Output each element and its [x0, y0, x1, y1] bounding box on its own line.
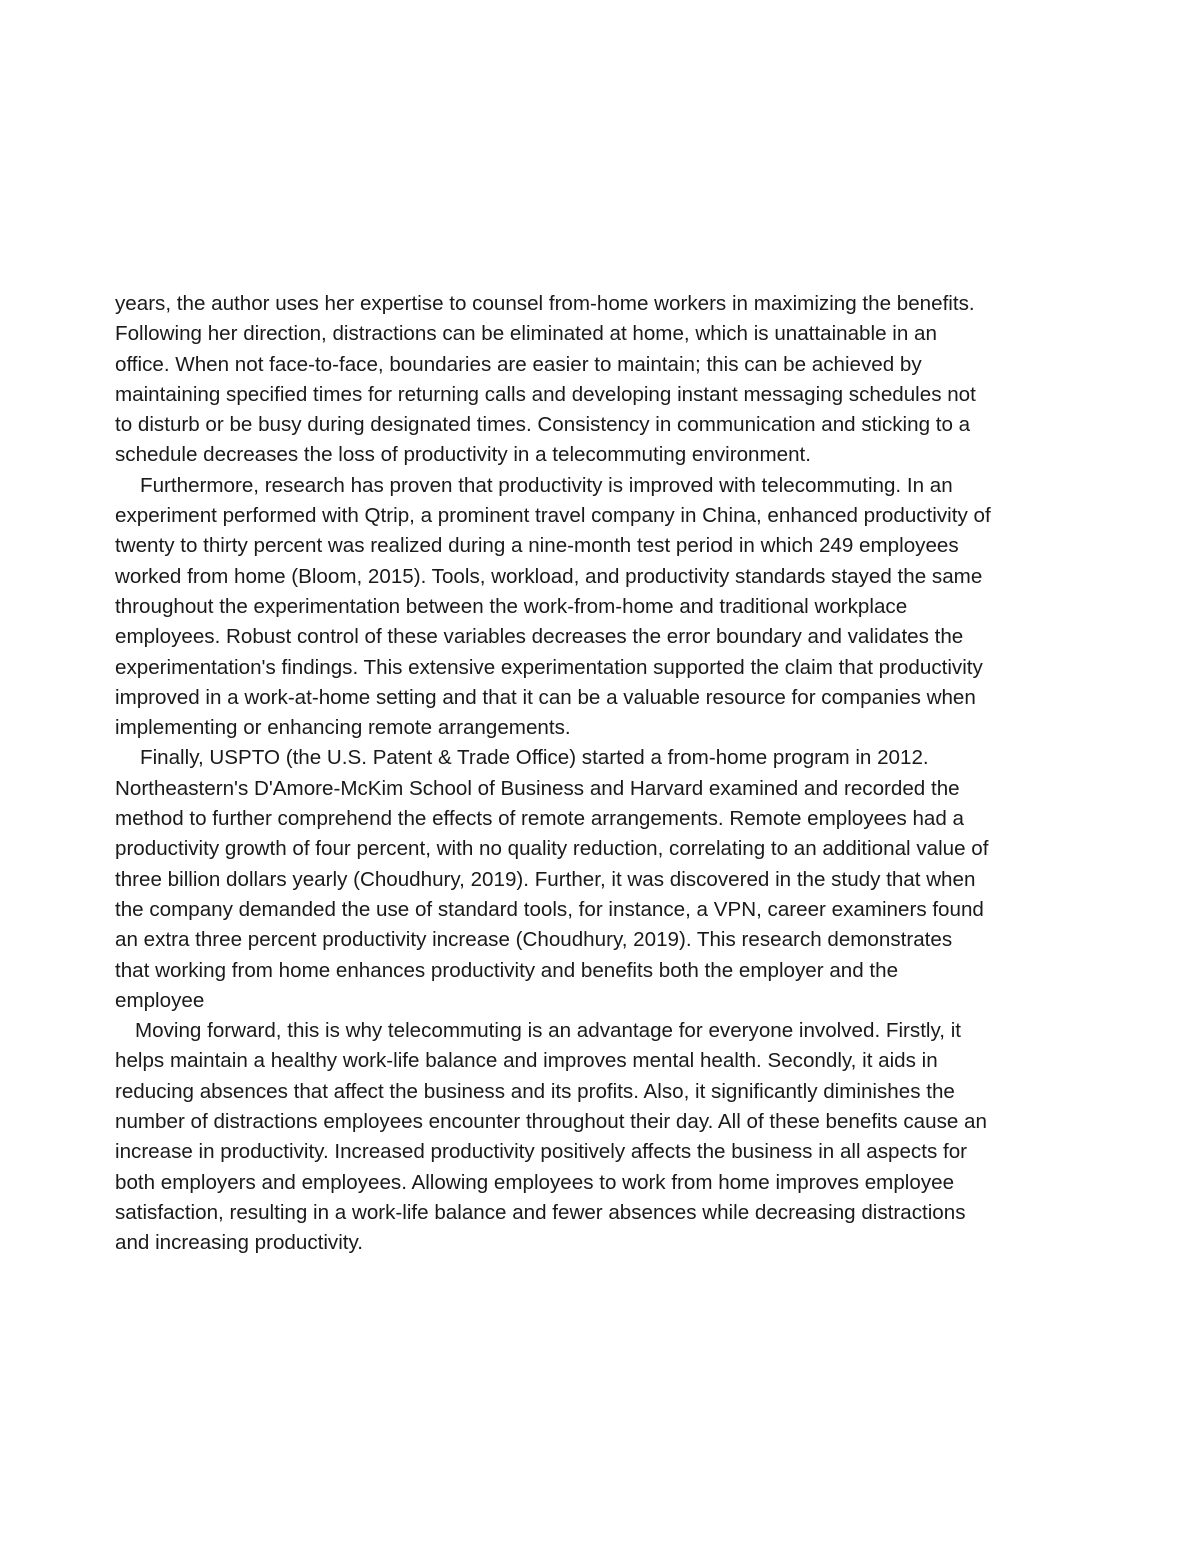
text-line: reducing absences that affect the business and its profits. Also, it significantly diminishes the	[115, 1079, 955, 1103]
text-line: experiment performed with Qtrip, a prominent travel company in China, enhanced productivity of	[115, 504, 991, 528]
text-line: number of distractions employees encounter throughout their day. All of these benefits cause an	[115, 1110, 987, 1134]
text-line: Following her direction, distractions can be eliminated at home, which is unattainable in an	[115, 322, 937, 346]
text-line: maintaining specified times for returning calls and developing instant messaging schedules not	[115, 382, 976, 406]
text-line: Furthermore, research has proven that productivity is improved with telecommuting. In an	[140, 473, 953, 497]
text-line: that working from home enhances productivity and benefits both the employer and the	[115, 958, 899, 982]
text-line: Moving forward, this is why telecommuting is an advantage for everyone involved. Firstly, it	[135, 1019, 962, 1043]
text-line: satisfaction, resulting in a work-life balance and fewer absences while decreasing distractions	[115, 1200, 966, 1224]
text-line: three billion dollars yearly (Choudhury, 2019). Further, it was discovered in the study that when	[115, 867, 976, 891]
paragraph-2	[115, 471, 1100, 744]
paragraph-1	[115, 289, 1100, 471]
paragraph-3	[115, 743, 1100, 1016]
text-line: twenty to thirty percent was realized during a nine-month test period in which 249 employees	[115, 534, 959, 558]
text-line: worked from home (Bloom, 2015). Tools, workload, and productivity standards stayed the same	[115, 564, 983, 588]
text-line: improved in a work-at-home setting and that it can be a valuable resource for companies when	[115, 685, 976, 709]
text-line: Northeastern's D'Amore-McKim School of Business and Harvard examined and recorded the	[115, 776, 960, 800]
text-line: employee	[115, 988, 205, 1012]
text-line: increase in productivity. Increased productivity positively affects the business in all aspects for	[115, 1140, 968, 1164]
text-line: schedule decreases the loss of productivity in a telecommuting environment.	[115, 443, 811, 467]
text-line: helps maintain a healthy work-life balance and improves mental health. Secondly, it aids in	[115, 1049, 938, 1073]
text-line: office. When not face-to-face, boundaries are easier to maintain; this can be achieved by	[115, 352, 922, 376]
paragraph-4	[115, 1016, 1100, 1258]
text-line: Finally, USPTO (the U.S. Patent & Trade Office) started a from-home program in 2012.	[140, 746, 929, 770]
text-line: to disturb or be busy during designated times. Consistency in communication and sticking to a	[115, 413, 971, 437]
body-text	[115, 289, 1100, 1259]
text-line: the company demanded the use of standard tools, for instance, a VPN, career examiners found	[115, 897, 984, 921]
text-line: and increasing productivity.	[115, 1231, 364, 1255]
text-line: both employers and employees. Allowing employees to work from home improves employee	[115, 1170, 955, 1194]
text-line: implementing or enhancing remote arrangements.	[115, 716, 571, 740]
text-line: throughout the experimentation between the work-from-home and traditional workplace	[115, 594, 908, 618]
text-line: productivity growth of four percent, with no quality reduction, correlating to an additional value of	[115, 837, 989, 861]
text-line: an extra three percent productivity increase (Choudhury, 2019). This research demonstrates	[115, 928, 953, 952]
text-line: employees. Robust control of these variables decreases the error boundary and validates the	[115, 625, 964, 649]
text-line: years, the author uses her expertise to counsel from-home workers in maximizing the benefits.	[115, 292, 975, 315]
text-line: method to further comprehend the effects of remote arrangements. Remote employees had a	[115, 807, 965, 831]
text-line: experimentation's findings. This extensive experimentation supported the claim that productivity	[115, 655, 983, 679]
